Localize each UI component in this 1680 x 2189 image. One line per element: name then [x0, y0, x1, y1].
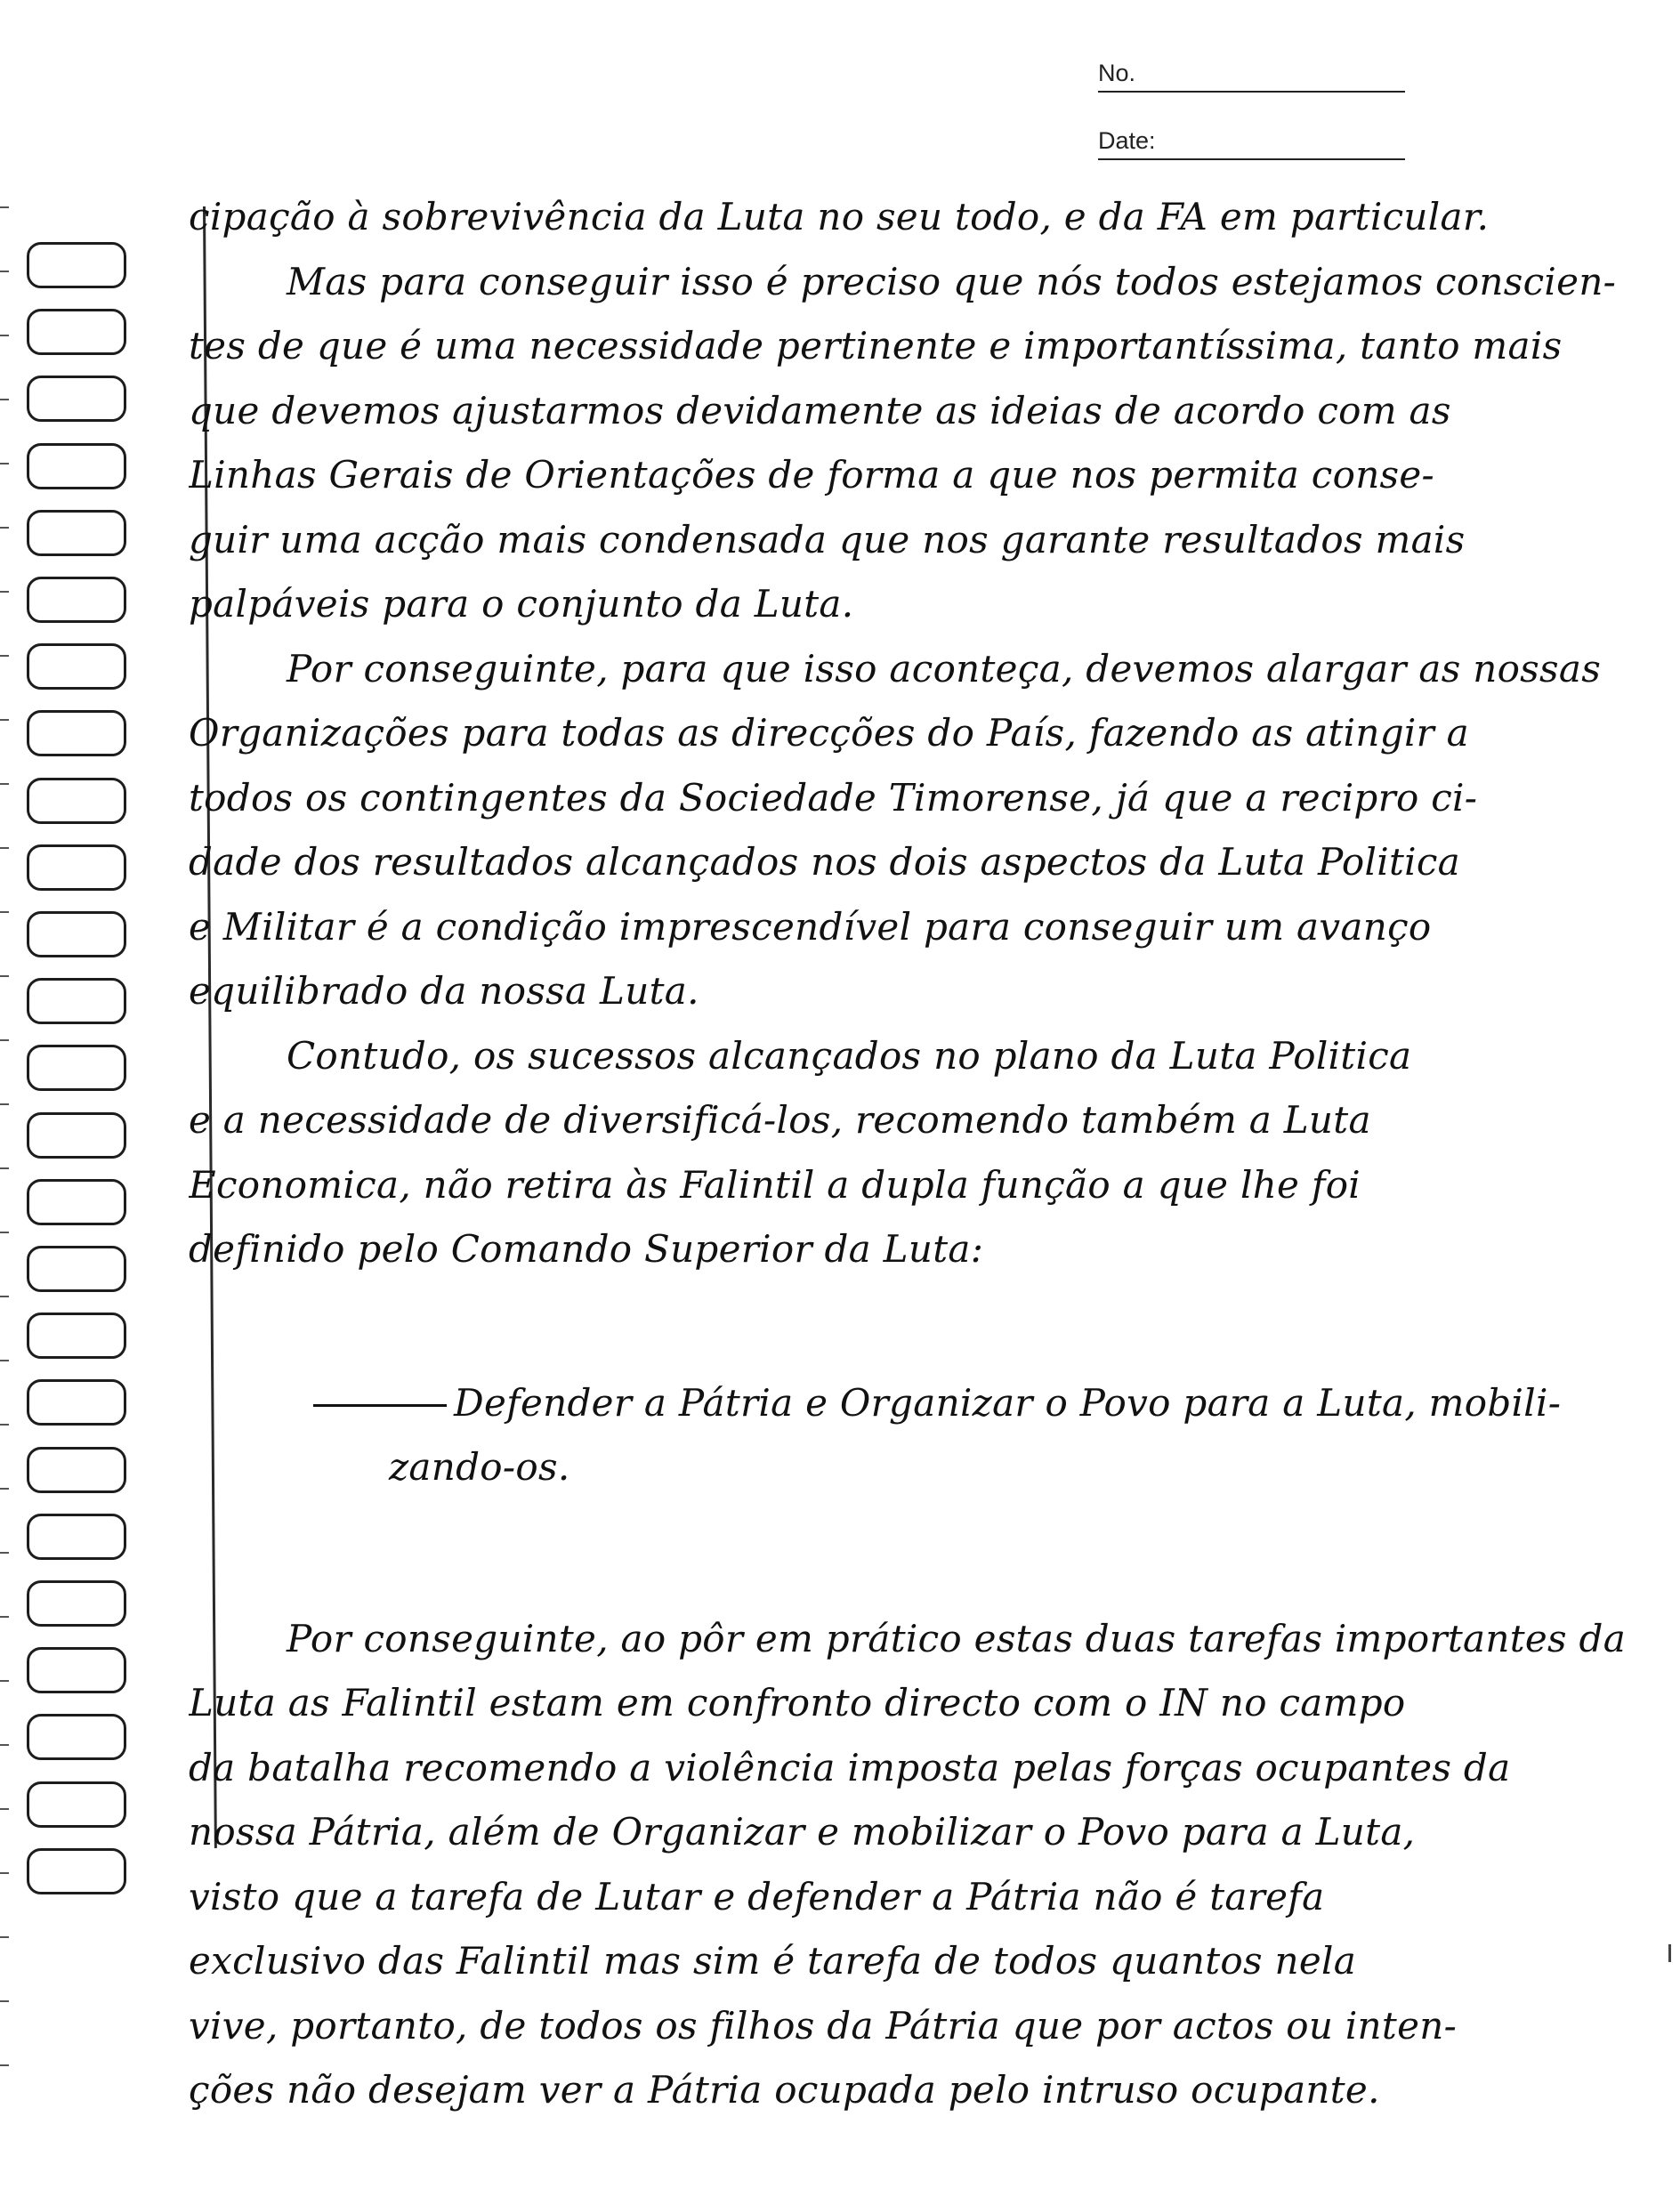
paragraph-0 — [189, 185, 1648, 250]
text-line: Linhas Gerais de Orientações de forma a que nos permita conse- — [189, 453, 1435, 497]
bullet-text: Defender a Pátria e Organizar o Povo para a Luta, mobili- — [454, 1380, 1562, 1425]
handwritten-text — [189, 185, 1648, 2123]
spacer — [189, 1500, 1648, 1607]
spiral-ring — [27, 1848, 126, 1894]
spiral-ring — [27, 309, 126, 355]
number-underline — [1098, 91, 1405, 93]
text-line: que devemos ajustarmos devidamente as ideias de acordo com as — [189, 388, 1451, 432]
spiral-ring — [27, 710, 126, 756]
page-edge-tick — [0, 1360, 9, 1361]
text-line: visto que a tarefa de Lutar e defender a Pátria não é tarefa — [189, 1874, 1325, 1918]
bullet-item — [189, 1371, 1648, 1500]
page-edge-tick — [0, 847, 9, 849]
date-label: Date: — [1098, 127, 1156, 154]
text-line: da batalha recomendo a violência imposta pelas forças ocupantes da — [189, 1745, 1511, 1789]
edge-mark — [1668, 1944, 1671, 1962]
spiral-ring — [27, 1714, 126, 1760]
spiral-ring — [27, 443, 126, 489]
spiral-ring — [27, 577, 126, 623]
number-label: No. — [1098, 60, 1136, 86]
page-edge-tick — [0, 975, 9, 977]
spiral-ring — [27, 1447, 126, 1493]
text-line: cipação à sobrevivência da Luta no seu todo, e da FA em particular. — [189, 195, 1490, 238]
text-line: Economica, não retira às Falintil a dupla função a que lhe foi — [189, 1162, 1361, 1207]
text-line: palpáveis para o conjunto da Luta. — [189, 582, 854, 626]
page-edge-tick — [0, 2064, 9, 2066]
spiral-ring — [27, 510, 126, 556]
page-edge-tick — [0, 463, 9, 464]
text-line: todos os contingentes da Sociedade Timorense, já que a recipro ci- — [189, 775, 1478, 820]
text-line: Mas para conseguir isso é preciso que nós todos estejamos conscien- — [287, 259, 1617, 303]
spiral-ring — [27, 376, 126, 422]
text-line: e Militar é a condição imprescendível para conseguir um avanço — [189, 904, 1432, 949]
page-edge-tick — [0, 1680, 9, 1682]
page-edge-tick — [0, 719, 9, 721]
date-field — [1098, 125, 1405, 160]
paragraph-2 — [189, 637, 1648, 1024]
spiral-ring — [27, 1781, 126, 1828]
page-edge-tick — [0, 911, 9, 913]
text-line: vive, portanto, de todos os filhos da Pátria que por actos ou inten- — [189, 2003, 1458, 2048]
spiral-ring — [27, 978, 126, 1024]
page-edge-tick — [0, 335, 9, 336]
text-line: Organizações para todas as direcções do País, fazendo as atingir a — [189, 711, 1470, 755]
text-line: equilibrado da nossa Luta. — [189, 969, 699, 1013]
page-edge-tick — [0, 1167, 9, 1169]
spiral-ring — [27, 1112, 126, 1159]
spiral-ring — [27, 1647, 126, 1693]
spiral-ring — [27, 643, 126, 690]
page-edge-tick — [0, 1808, 9, 1810]
spiral-ring — [27, 1379, 126, 1426]
spiral-ring — [27, 844, 126, 891]
number-field — [1098, 57, 1405, 93]
text-line: Por conseguinte, ao pôr em prático estas duas tarefas importantes da — [287, 1616, 1627, 1660]
text-line: Luta as Falintil estam em confronto directo com o IN no campo — [189, 1681, 1406, 1725]
paragraph-1 — [189, 250, 1648, 637]
page-edge-tick — [0, 1424, 9, 1426]
spiral-ring — [27, 242, 126, 288]
page-edge-tick — [0, 206, 9, 208]
text-line: nossa Pátria, além de Organizar e mobilizar o Povo para a Luta, — [189, 1810, 1416, 1854]
page-edge-tick — [0, 1616, 9, 1618]
page-edge-tick — [0, 1103, 9, 1105]
dash-mark — [313, 1404, 447, 1407]
page-edge-tick — [0, 1039, 9, 1041]
spiral-ring — [27, 1580, 126, 1627]
spiral-ring — [27, 1045, 126, 1091]
paragraph-4 — [189, 1607, 1648, 2123]
text-line: Por conseguinte, para que isso aconteça, devemos alargar as nossas — [287, 646, 1602, 691]
spacer — [189, 1282, 1648, 1371]
page-edge-tick — [0, 1552, 9, 1554]
text-line: dade dos resultados alcançados nos dois aspectos da Luta Politica — [189, 840, 1461, 884]
page-edge-tick — [0, 527, 9, 529]
page-edge-tick — [0, 783, 9, 785]
page-edge-tick — [0, 1296, 9, 1297]
spiral-ring — [27, 1246, 126, 1292]
page-edge-tick — [0, 1872, 9, 1874]
text-line: Contudo, os sucessos alcançados no plano da Luta Politica — [287, 1033, 1412, 1078]
spiral-ring — [27, 911, 126, 957]
page-edge-tick — [0, 655, 9, 657]
page-edge-tick — [0, 1488, 9, 1490]
text-line: tes de que é uma necessidade pertinente e importantíssima, tanto mais — [189, 324, 1563, 368]
text-line: guir uma acção mais condensada que nos garante resultados mais — [189, 517, 1466, 561]
text-line: e a necessidade de diversificá-los, recomendo também a Luta — [189, 1098, 1371, 1142]
page-edge-tick — [0, 1744, 9, 1746]
text-line — [189, 1371, 1648, 1436]
page-edge-tick — [0, 591, 9, 593]
text-line: ções não desejam ver a Pátria ocupada pelo intruso ocupante. — [189, 2068, 1380, 2112]
text-line: exclusivo das Falintil mas sim é tarefa de todos quantos nela — [189, 1939, 1357, 1983]
page-edge-tick — [0, 399, 9, 400]
page-edge-tick — [0, 1232, 9, 1233]
page-edge-tick — [0, 2000, 9, 2002]
paragraph-3 — [189, 1024, 1648, 1282]
text-line: definido pelo Comando Superior da Luta: — [189, 1227, 984, 1271]
page-edge-tick — [0, 271, 9, 272]
text-line: zando-os. — [389, 1445, 570, 1489]
spiral-ring — [27, 1313, 126, 1359]
spiral-ring — [27, 778, 126, 824]
spiral-ring — [27, 1179, 126, 1225]
spiral-ring — [27, 1514, 126, 1560]
date-underline — [1098, 158, 1405, 160]
page-edge-tick — [0, 1936, 9, 1938]
